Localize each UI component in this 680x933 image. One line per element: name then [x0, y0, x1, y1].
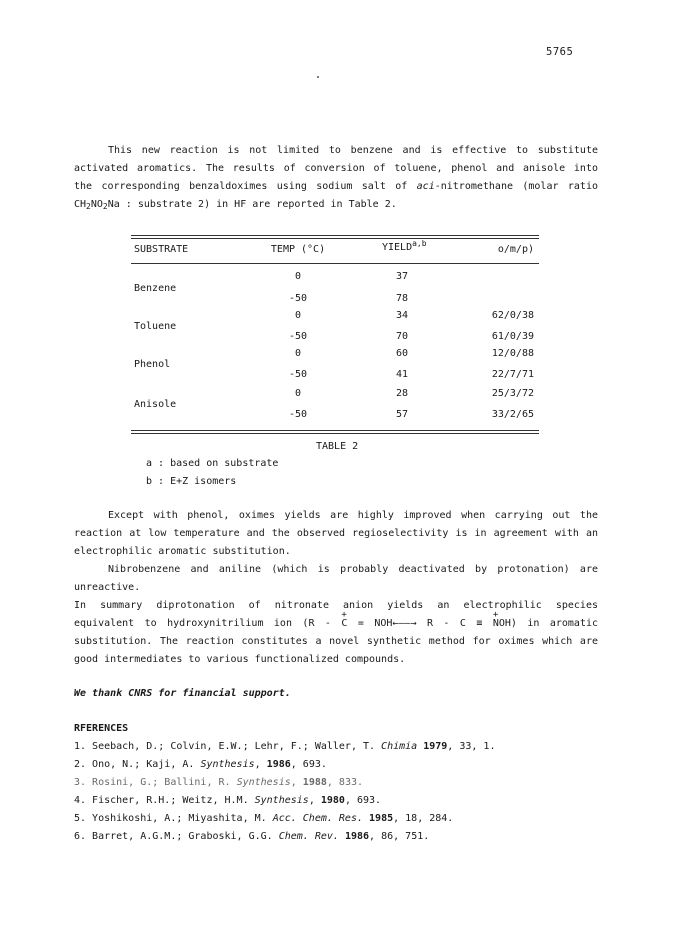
ref-rest: , 18, 284. — [393, 813, 454, 824]
ref-year: 1979 — [423, 741, 448, 752]
ref-journal: Synthesis — [236, 777, 291, 788]
substrate-name: Anisole — [134, 399, 177, 410]
table-note: a : based on substrate — [146, 458, 279, 469]
temp-cell: 0 — [294, 388, 302, 399]
body-line: reaction at low temperature and the observed regioselectivity is in agreement with an — [74, 528, 598, 539]
table-bottom-rule-2 — [131, 433, 539, 434]
intro-text: -nitromethane (molar ratio — [434, 181, 598, 192]
body-text: R - C ≡ — [416, 618, 493, 629]
temp-cell: 0 — [294, 271, 302, 282]
plus-charge: + — [341, 610, 347, 620]
body-line: unreactive. — [74, 582, 141, 593]
header-yield — [382, 239, 427, 255]
ref-rest: , 86, 751. — [369, 831, 430, 842]
ref-authors: 2. Ono, N.; Kaji, A. — [74, 759, 201, 770]
ref-year: 1985 — [369, 813, 394, 824]
omp-cell: 61/0/39 — [491, 331, 534, 342]
omp-cell: 25/3/72 — [491, 388, 534, 399]
carbon-symbol: C — [341, 618, 348, 629]
reference-item: 4. Fischer, R.H.; Weitz, H.M. Synthesis, 1980, 693. — [74, 795, 382, 806]
formula-subscript: 2 — [102, 202, 108, 211]
substrate-name: Benzene — [134, 283, 177, 294]
temp-cell: -50 — [288, 369, 308, 380]
table-caption: TABLE 2 — [316, 441, 359, 452]
body-line: good intermediates to various functionalized compounds. — [74, 654, 406, 665]
carbon-cation — [341, 610, 348, 633]
ref-year: 1980 — [320, 795, 345, 806]
intro-line-4 — [74, 196, 598, 214]
header-yield-superscript: a,b — [412, 239, 427, 248]
table-bottom-rule — [131, 430, 539, 431]
body-line: Nibrobenzene and aniline (which is probably deactivated by protonation) are — [108, 564, 598, 575]
yield-cell: 41 — [395, 369, 409, 380]
temp-cell: 0 — [294, 310, 302, 321]
ref-journal: Acc. Chem. Res. — [272, 813, 363, 824]
yield-cell: 57 — [395, 409, 409, 420]
ref-year: 1986 — [344, 831, 370, 842]
body-text: = NOH — [347, 618, 393, 629]
ref-authors: 6. Barret, A.G.M.; Graboski, G.G. — [74, 831, 279, 842]
ref-rest: , 693. — [344, 795, 382, 806]
header-yield-text: YIELD — [382, 242, 413, 253]
intro-text: the corresponding benzaldoximes using sodium salt of — [74, 181, 417, 192]
substrate-name: Toluene — [134, 321, 177, 332]
plus-charge: + — [492, 610, 499, 620]
reference-item — [74, 738, 495, 756]
header-omp: o/m/p) — [497, 244, 534, 255]
ref-authors: 5. Yoshikoshi, A.; Miyashita, M. — [74, 813, 273, 824]
ref-rest: , 693. — [290, 759, 327, 770]
nitrogen-symbol: N — [492, 618, 499, 629]
discussion-paragraph — [74, 507, 598, 669]
yield-cell: 60 — [395, 348, 409, 359]
intro-line-2: activated aromatics. The results of conversion of toluene, phenol and anisole into — [74, 163, 598, 174]
formula-subscript: 2 — [86, 202, 91, 211]
table-header-rule — [131, 263, 539, 264]
nitrogen-cation — [492, 610, 499, 633]
table-top-rule — [131, 235, 539, 236]
resonance-arrow-icon: ←——→ — [392, 618, 417, 629]
omp-cell: 12/0/88 — [491, 348, 534, 359]
body-text: OH) in aromatic — [498, 618, 599, 629]
ref-authors: 4. Fischer, R.H.; Weitz, H.M. — [74, 795, 255, 806]
temp-cell: 0 — [294, 348, 302, 359]
body-line: In summary diprotonation of nitronate anion yields an electrophilic species — [74, 600, 598, 611]
temp-cell: -50 — [288, 293, 308, 304]
table-top-rule-2 — [131, 238, 539, 239]
table-note: b : E+Z isomers — [146, 476, 237, 487]
temp-cell: -50 — [288, 331, 308, 342]
page-number: 5765 — [546, 46, 574, 58]
body-line: electrophilic aromatic substitution. — [74, 546, 291, 557]
ref-journal: Synthesis — [200, 759, 255, 770]
yield-cell: 28 — [395, 388, 409, 399]
ref-rest: , 833. — [326, 777, 364, 788]
yield-cell: 78 — [395, 293, 409, 304]
yield-cell: 37 — [395, 271, 409, 282]
speck-mark — [317, 76, 319, 78]
intro-line-1: This new reaction is not limited to benzene and is effective to substitute — [108, 145, 598, 156]
body-line: substitution. The reaction constitutes a novel synthetic method for oximes which are — [74, 636, 598, 647]
intro-paragraph — [74, 142, 598, 214]
intro-italic-aci: aci — [416, 181, 435, 192]
reference-item: 3. Rosini, G.; Ballini, R. Synthesis, 1988, 833. — [74, 777, 364, 788]
header-temp: TEMP (°C) — [270, 244, 326, 255]
yield-cell: 70 — [395, 331, 409, 342]
ref-year: 1986 — [266, 759, 291, 770]
ref-journal: Synthesis — [254, 795, 309, 806]
ref-journal: Chimia — [381, 741, 418, 752]
ref-authors: 3. Rosini, G.; Ballini, R. — [74, 777, 237, 788]
header-substrate: SUBSTRATE — [134, 244, 189, 255]
temp-cell: -50 — [288, 409, 308, 420]
omp-cell: 62/0/38 — [491, 310, 534, 321]
equation-line — [74, 610, 599, 633]
ref-year: 1988 — [302, 777, 327, 788]
reference-item: 2. Ono, N.; Kaji, A. Synthesis, 1986, 693. — [74, 759, 327, 770]
references-heading: RFERENCES — [74, 723, 129, 734]
intro-line-3 — [74, 178, 598, 196]
intro-text: Na : substrate 2) in HF are reported in Table 2. — [107, 199, 397, 210]
body-text: equivalent to hydroxynitrilium ion (R - — [74, 618, 342, 629]
omp-cell: 33/2/65 — [491, 409, 534, 420]
ref-authors: 1. Seebach, D.; Colvin, E.W.; Lehr, F.; Waller, T. — [74, 741, 382, 752]
formula-part: NO — [90, 199, 103, 210]
ref-journal: Chem. Rev. — [278, 831, 339, 842]
formula-part: CH — [74, 199, 87, 210]
body-line: Except with phenol, oximes yields are highly improved when carrying out the — [108, 510, 598, 521]
ref-rest: , 33, 1. — [447, 741, 496, 752]
yield-cell: 34 — [395, 310, 409, 321]
acknowledgement: We thank CNRS for financial support. — [74, 688, 291, 699]
reference-item — [74, 810, 453, 828]
reference-item — [74, 828, 429, 846]
substrate-name: Phenol — [134, 359, 171, 370]
omp-cell: 22/7/71 — [491, 369, 534, 380]
